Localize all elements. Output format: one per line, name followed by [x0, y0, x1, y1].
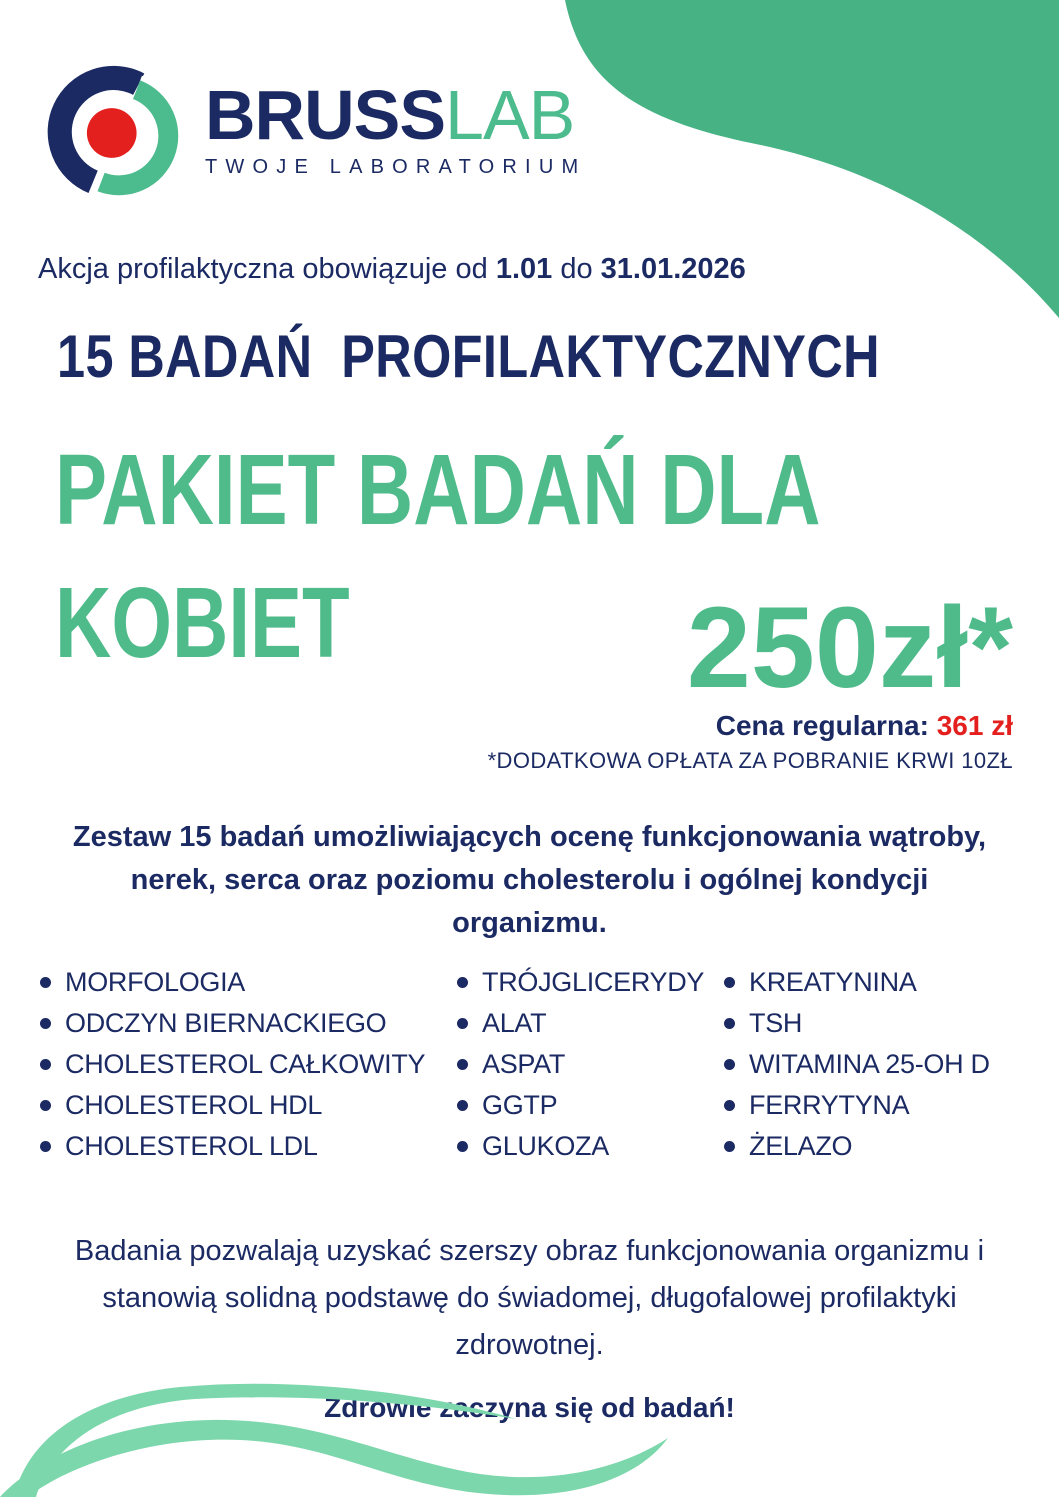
test-list-item: ALAT [455, 1003, 722, 1044]
test-list-item: FERRYTYNA [722, 1085, 1045, 1126]
test-list-item: GLUKOZA [455, 1126, 722, 1167]
test-list-item: CHOLESTEROL LDL [38, 1126, 455, 1167]
regular-price-line [488, 710, 1013, 742]
logo-text [205, 76, 587, 179]
test-list-item: ODCZYN BIERNACKIEGO [38, 1003, 455, 1044]
regular-price-value: 361 zł [936, 709, 1013, 741]
brand-logo [45, 62, 586, 204]
test-list-item: TRÓJGLICERYDY [455, 962, 722, 1003]
promo-subtitle: 15 BADAŃ PROFILAKTYCZNYCH [57, 323, 880, 390]
brand-name-light: LAB [445, 76, 575, 154]
test-list-item: CHOLESTEROL CAŁKOWITY [38, 1044, 455, 1085]
logo-red-dot [87, 108, 137, 158]
test-list-item: KREATYNINA [722, 962, 1045, 1003]
test-list-item: ŻELAZO [722, 1126, 1045, 1167]
regular-price-label: Cena regularna: [715, 709, 937, 741]
test-list-item: ASPAT [455, 1044, 722, 1085]
test-list-item: GGTP [455, 1085, 722, 1126]
closing-paragraph: Badania pozwalają uzyskać szerszy obraz funkcjonowania organizmu i stanowią solidną podstawę do świadomej, długofalowej profilaktyki zdrowotnej. [74, 1235, 985, 1361]
brusslab-logo-icon [45, 62, 187, 204]
tests-column-1 [38, 962, 455, 1167]
slogan-text: Zdrowie zaczyna się od badań! [324, 1392, 735, 1423]
package-title-line2: KOBIET [55, 567, 350, 679]
brand-tagline: TWOJE LABORATORIUM [205, 156, 587, 178]
price-footnote: *DODATKOWA OPŁATA ZA POBRANIE KRWI 10ZŁ [487, 747, 1013, 773]
bottom-wave-shape [0, 1372, 700, 1497]
tests-column-2 [455, 962, 722, 1167]
validity-start-date: 1.01 [495, 253, 553, 285]
test-list-item: MORFOLOGIA [38, 962, 455, 1003]
test-list-item: WITAMINA 25-OH D [722, 1044, 1045, 1085]
test-list-item: TSH [722, 1003, 1045, 1044]
price-block [487, 584, 1013, 774]
brand-name [205, 76, 586, 154]
test-list-item: CHOLESTEROL HDL [38, 1085, 455, 1126]
validity-prefix: Akcja profilaktyczna obowiązuje od [38, 253, 496, 285]
tests-section [38, 962, 1045, 1167]
validity-middle: do [552, 253, 601, 285]
package-title-line1: PAKIET BADAŃ DLA [55, 434, 821, 546]
promo-price: 250zł* [686, 584, 1013, 712]
validity-end-date: 31.01.2026 [600, 253, 746, 285]
promo-validity-line [38, 253, 746, 286]
package-description: Zestaw 15 badań umożliwiających ocenę funkcjonowania wątroby, nerek, serca oraz poziomu cholesterolu i ogólnej kondycji organizmu. [72, 821, 987, 939]
tests-column-3 [722, 962, 1045, 1167]
brand-name-bold: BRUSS [205, 76, 446, 154]
